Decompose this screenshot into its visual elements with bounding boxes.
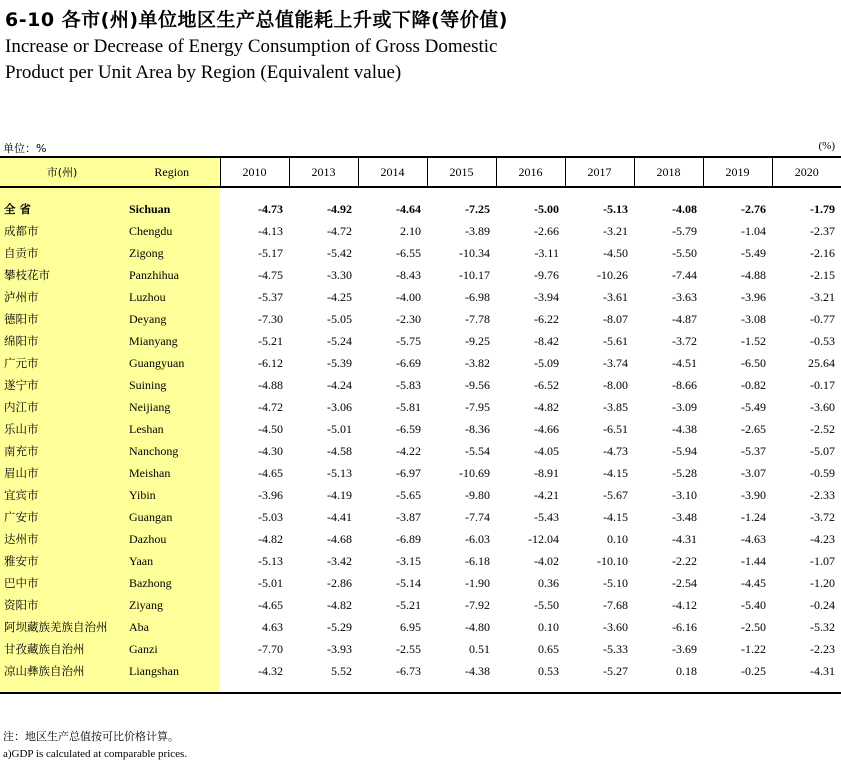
region-cn: 宜宾市 (0, 484, 124, 506)
region-en: Neijiang (124, 396, 220, 418)
region-cn: 内江市 (0, 396, 124, 418)
value-cell: -4.22 (396, 443, 421, 458)
value-cell: -6.03 (465, 531, 490, 546)
value-cell: -5.42 (327, 245, 352, 260)
value-cell: -4.21 (534, 487, 559, 502)
value-cell: -10.69 (459, 465, 490, 480)
table-row (0, 264, 841, 286)
value-cell: -5.81 (396, 399, 421, 414)
value-cell: 0.53 (538, 663, 559, 678)
value-cell: -3.89 (465, 223, 490, 238)
header-year: 2020 (772, 157, 841, 187)
value-cell: -10.17 (459, 267, 490, 282)
value-cell: -4.08 (672, 201, 697, 216)
value-cell: -4.15 (603, 509, 628, 524)
value-cell: -4.87 (672, 311, 697, 326)
value-cell: -5.29 (327, 619, 352, 634)
value-cell: -5.67 (603, 487, 628, 502)
value-cell: -6.97 (396, 465, 421, 480)
region-cn: 乐山市 (0, 418, 124, 440)
value-cell: -5.07 (810, 443, 835, 458)
value-cell: -6.22 (534, 311, 559, 326)
region-en: Zigong (124, 242, 220, 264)
table-row (0, 242, 841, 264)
spacer-row (0, 187, 841, 198)
region-cn: 雅安市 (0, 550, 124, 572)
value-cell: -2.30 (396, 311, 421, 326)
value-cell: -1.22 (741, 641, 766, 656)
value-cell: -5.83 (396, 377, 421, 392)
value-cell: -7.92 (465, 597, 490, 612)
value-cell: -4.64 (396, 201, 421, 216)
value-cell: -12.04 (528, 531, 559, 546)
value-cell: -3.15 (396, 553, 421, 568)
value-cell: 0.10 (538, 619, 559, 634)
table-row (0, 594, 841, 616)
value-cell: -2.76 (741, 201, 766, 216)
value-cell: -4.31 (810, 663, 835, 678)
table-row (0, 528, 841, 550)
value-cell: -3.09 (672, 399, 697, 414)
value-cell: -7.70 (258, 641, 283, 656)
table-row (0, 638, 841, 660)
region-en: Leshan (124, 418, 220, 440)
value-cell: -8.07 (603, 311, 628, 326)
table-row (0, 506, 841, 528)
value-cell: -5.13 (603, 201, 628, 216)
value-cell: -3.60 (603, 619, 628, 634)
region-cn: 绵阳市 (0, 330, 124, 352)
header-year: 2015 (427, 157, 496, 187)
table-row (0, 572, 841, 594)
value-cell: -3.63 (672, 289, 697, 304)
region-cn: 泸州市 (0, 286, 124, 308)
value-cell: -4.19 (327, 487, 352, 502)
value-cell: -5.37 (258, 289, 283, 304)
value-cell: -5.21 (258, 333, 283, 348)
value-cell: -6.73 (396, 663, 421, 678)
value-cell: -1.52 (741, 333, 766, 348)
value-cell: -4.72 (258, 399, 283, 414)
value-cell: -9.80 (465, 487, 490, 502)
value-cell: -5.94 (672, 443, 697, 458)
value-cell: -3.21 (603, 223, 628, 238)
value-cell: -3.93 (327, 641, 352, 656)
region-en: Ganzi (124, 638, 220, 660)
table-row (0, 550, 841, 572)
value-cell: -9.25 (465, 333, 490, 348)
value-cell: -2.66 (534, 223, 559, 238)
value-cell: -2.86 (327, 575, 352, 590)
value-cell: -3.85 (603, 399, 628, 414)
value-cell: -5.14 (396, 575, 421, 590)
region-cn: 凉山彝族自治州 (0, 660, 124, 682)
value-cell: -5.03 (258, 509, 283, 524)
region-cn: 资阳市 (0, 594, 124, 616)
value-cell: -5.00 (534, 201, 559, 216)
value-cell: -4.82 (258, 531, 283, 546)
value-cell: -5.13 (327, 465, 352, 480)
value-cell: -4.82 (327, 597, 352, 612)
value-cell: -1.24 (741, 509, 766, 524)
value-cell: -0.59 (810, 465, 835, 480)
value-cell: -9.56 (465, 377, 490, 392)
region-en: Suining (124, 374, 220, 396)
value-cell: 0.51 (469, 641, 490, 656)
header-row (0, 157, 841, 187)
value-cell: 6.95 (400, 619, 421, 634)
value-cell: -8.42 (534, 333, 559, 348)
value-cell: -5.01 (327, 421, 352, 436)
region-en: Luzhou (124, 286, 220, 308)
value-cell: -5.40 (741, 597, 766, 612)
region-en: Meishan (124, 462, 220, 484)
value-cell: -4.41 (327, 509, 352, 524)
value-cell: -5.50 (534, 597, 559, 612)
value-cell: -5.24 (327, 333, 352, 348)
value-cell: -3.11 (534, 245, 559, 260)
value-cell: -3.30 (327, 267, 352, 282)
value-cell: -3.82 (465, 355, 490, 370)
value-cell: -6.50 (741, 355, 766, 370)
value-cell: -5.75 (396, 333, 421, 348)
value-cell: -4.82 (534, 399, 559, 414)
table-row (0, 484, 841, 506)
value-cell: -4.15 (603, 465, 628, 480)
value-cell: -3.42 (327, 553, 352, 568)
header-year: 2010 (220, 157, 289, 187)
value-cell: -4.88 (258, 377, 283, 392)
value-cell: -5.01 (258, 575, 283, 590)
value-cell: -1.90 (465, 575, 490, 590)
region-en: Yibin (124, 484, 220, 506)
value-cell: -6.51 (603, 421, 628, 436)
value-cell: -3.07 (741, 465, 766, 480)
value-cell: -4.73 (603, 443, 628, 458)
value-cell: -2.55 (396, 641, 421, 656)
value-cell: -2.37 (810, 223, 835, 238)
value-cell: -4.32 (258, 663, 283, 678)
value-cell: -2.16 (810, 245, 835, 260)
value-cell: 2.10 (400, 223, 421, 238)
energy-table (0, 156, 841, 694)
value-cell: -6.52 (534, 377, 559, 392)
header-year: 2013 (289, 157, 358, 187)
region-en: Panzhihua (124, 264, 220, 286)
value-cell: -3.87 (396, 509, 421, 524)
value-cell: -1.20 (810, 575, 835, 590)
value-cell: -5.05 (327, 311, 352, 326)
table-body (0, 187, 841, 693)
value-cell: -4.80 (465, 619, 490, 634)
region-en: Yaan (124, 550, 220, 572)
value-cell: -6.98 (465, 289, 490, 304)
value-cell: -4.63 (741, 531, 766, 546)
region-en: Sichuan (124, 198, 220, 220)
page-title: 6-10 各市(州)单位地区生产总值能耗上升或下降(等价值) (5, 9, 508, 31)
value-cell: -5.32 (810, 619, 835, 634)
value-cell: -3.96 (741, 289, 766, 304)
value-cell: -5.43 (534, 509, 559, 524)
region-en: Bazhong (124, 572, 220, 594)
value-cell: -1.79 (810, 201, 835, 216)
value-cell: -6.59 (396, 421, 421, 436)
value-cell: -9.76 (534, 267, 559, 282)
region-en: Ziyang (124, 594, 220, 616)
value-cell: -4.92 (327, 201, 352, 216)
value-cell: -2.15 (810, 267, 835, 282)
value-cell: -5.10 (603, 575, 628, 590)
region-cn: 全 省 (0, 198, 124, 220)
region-en: Aba (124, 616, 220, 638)
value-cell: 5.52 (331, 663, 352, 678)
value-cell: -4.31 (672, 531, 697, 546)
table-row (0, 616, 841, 638)
value-cell: -5.54 (465, 443, 490, 458)
value-cell: -10.26 (597, 267, 628, 282)
value-cell: -5.21 (396, 597, 421, 612)
value-cell: -3.60 (810, 399, 835, 414)
value-cell: -2.54 (672, 575, 697, 590)
table-row (0, 418, 841, 440)
subtitle-line-1: Increase or Decrease of Energy Consumption of Gross Domestic (5, 36, 498, 57)
value-cell: -6.69 (396, 355, 421, 370)
region-cn: 遂宁市 (0, 374, 124, 396)
value-cell: -3.69 (672, 641, 697, 656)
value-cell: -0.77 (810, 311, 835, 326)
value-cell: -5.27 (603, 663, 628, 678)
value-cell: -4.65 (258, 465, 283, 480)
value-cell: -6.16 (672, 619, 697, 634)
value-cell: -5.39 (327, 355, 352, 370)
value-cell: -3.61 (603, 289, 628, 304)
value-cell: -2.33 (810, 487, 835, 502)
value-cell: -4.24 (327, 377, 352, 392)
unit-label-right: (%) (818, 140, 835, 152)
table-row (0, 286, 841, 308)
value-cell: -8.36 (465, 421, 490, 436)
header-year: 2017 (565, 157, 634, 187)
footnote-en: a)GDP is calculated at comparable prices. (3, 748, 188, 760)
value-cell: -4.50 (603, 245, 628, 260)
value-cell: -5.61 (603, 333, 628, 348)
table-row (0, 352, 841, 374)
value-cell: -4.38 (672, 421, 697, 436)
region-cn: 成都市 (0, 220, 124, 242)
header-year: 2014 (358, 157, 427, 187)
region-en: Nanchong (124, 440, 220, 462)
value-cell: -4.51 (672, 355, 697, 370)
header-region: Region (124, 157, 220, 187)
subtitle-line-2: Product per Unit Area by Region (Equivalent value) (5, 62, 402, 83)
value-cell: -6.55 (396, 245, 421, 260)
region-cn: 德阳市 (0, 308, 124, 330)
value-cell: -7.68 (603, 597, 628, 612)
table-row (0, 220, 841, 242)
value-cell: -4.73 (258, 201, 283, 216)
region-en: Guangyuan (124, 352, 220, 374)
value-cell: -5.49 (741, 245, 766, 260)
value-cell: -5.17 (258, 245, 283, 260)
region-cn: 南充市 (0, 440, 124, 462)
value-cell: -5.65 (396, 487, 421, 502)
value-cell: -4.38 (465, 663, 490, 678)
region-cn: 攀枝花市 (0, 264, 124, 286)
value-cell: -0.53 (810, 333, 835, 348)
value-cell: -6.12 (258, 355, 283, 370)
value-cell: -4.75 (258, 267, 283, 282)
value-cell: -8.66 (672, 377, 697, 392)
value-cell: -4.00 (396, 289, 421, 304)
value-cell: -7.74 (465, 509, 490, 524)
value-cell: -1.07 (810, 553, 835, 568)
value-cell: 25.64 (808, 355, 835, 370)
header-year: 2018 (634, 157, 703, 187)
region-en: Liangshan (124, 660, 220, 682)
value-cell: -1.04 (741, 223, 766, 238)
value-cell: -5.28 (672, 465, 697, 480)
value-cell: -2.22 (672, 553, 697, 568)
value-cell: -3.90 (741, 487, 766, 502)
value-cell: -4.02 (534, 553, 559, 568)
table-row (0, 330, 841, 352)
value-cell: -7.25 (465, 201, 490, 216)
region-cn: 自贡市 (0, 242, 124, 264)
value-cell: -4.58 (327, 443, 352, 458)
value-cell: -5.13 (258, 553, 283, 568)
value-cell: 0.10 (607, 531, 628, 546)
value-cell: -4.25 (327, 289, 352, 304)
value-cell: -5.09 (534, 355, 559, 370)
table-row (0, 308, 841, 330)
table-row (0, 440, 841, 462)
region-en: Chengdu (124, 220, 220, 242)
region-cn: 甘孜藏族自治州 (0, 638, 124, 660)
header-year: 2016 (496, 157, 565, 187)
table-row (0, 462, 841, 484)
value-cell: -3.74 (603, 355, 628, 370)
value-cell: -3.96 (258, 487, 283, 502)
value-cell: -4.50 (258, 421, 283, 436)
header-city: 市(州) (0, 157, 124, 187)
value-cell: -7.30 (258, 311, 283, 326)
value-cell: -4.66 (534, 421, 559, 436)
value-cell: -3.94 (534, 289, 559, 304)
value-cell: -3.21 (810, 289, 835, 304)
value-cell: -0.82 (741, 377, 766, 392)
region-en: Guangan (124, 506, 220, 528)
value-cell: -5.37 (741, 443, 766, 458)
value-cell: -7.78 (465, 311, 490, 326)
value-cell: -4.45 (741, 575, 766, 590)
value-cell: -5.50 (672, 245, 697, 260)
value-cell: -4.72 (327, 223, 352, 238)
value-cell: -2.65 (741, 421, 766, 436)
value-cell: -3.72 (672, 333, 697, 348)
region-en: Mianyang (124, 330, 220, 352)
region-cn: 阿坝藏族羌族自治州 (0, 616, 124, 638)
value-cell: -3.08 (741, 311, 766, 326)
header-year: 2019 (703, 157, 772, 187)
value-cell: -5.49 (741, 399, 766, 414)
value-cell: -4.68 (327, 531, 352, 546)
region-cn: 巴中市 (0, 572, 124, 594)
value-cell: -2.50 (741, 619, 766, 634)
value-cell: -4.23 (810, 531, 835, 546)
value-cell: -5.79 (672, 223, 697, 238)
value-cell: 0.18 (676, 663, 697, 678)
value-cell: -5.33 (603, 641, 628, 656)
value-cell: -7.44 (672, 267, 697, 282)
value-cell: -8.91 (534, 465, 559, 480)
region-cn: 达州市 (0, 528, 124, 550)
value-cell: -10.34 (459, 245, 490, 260)
value-cell: 0.36 (538, 575, 559, 590)
value-cell: -4.05 (534, 443, 559, 458)
value-cell: -4.88 (741, 267, 766, 282)
table-row (0, 396, 841, 418)
unit-label: 单位：% (3, 142, 47, 155)
value-cell: -6.18 (465, 553, 490, 568)
value-cell: -7.95 (465, 399, 490, 414)
value-cell: -0.24 (810, 597, 835, 612)
value-cell: -6.89 (396, 531, 421, 546)
value-cell: -3.06 (327, 399, 352, 414)
region-en: Dazhou (124, 528, 220, 550)
region-cn: 广元市 (0, 352, 124, 374)
value-cell: -4.30 (258, 443, 283, 458)
value-cell: -3.72 (810, 509, 835, 524)
region-en: Deyang (124, 308, 220, 330)
value-cell: -2.52 (810, 421, 835, 436)
value-cell: -4.12 (672, 597, 697, 612)
value-cell: -4.13 (258, 223, 283, 238)
value-cell: -0.25 (741, 663, 766, 678)
value-cell: -3.10 (672, 487, 697, 502)
region-cn: 广安市 (0, 506, 124, 528)
region-cn: 眉山市 (0, 462, 124, 484)
value-cell: -8.00 (603, 377, 628, 392)
value-cell: -2.23 (810, 641, 835, 656)
value-cell: 4.63 (262, 619, 283, 634)
table-row (0, 660, 841, 682)
value-cell: -10.10 (597, 553, 628, 568)
table-row (0, 374, 841, 396)
value-cell: -1.44 (741, 553, 766, 568)
value-cell: -8.43 (396, 267, 421, 282)
value-cell: 0.65 (538, 641, 559, 656)
value-cell: -3.48 (672, 509, 697, 524)
total-row (0, 198, 841, 220)
footnote-cn: 注：地区生产总值按可比价格计算。 (3, 730, 179, 743)
spacer-row (0, 682, 841, 693)
value-cell: -0.17 (810, 377, 835, 392)
value-cell: -4.65 (258, 597, 283, 612)
